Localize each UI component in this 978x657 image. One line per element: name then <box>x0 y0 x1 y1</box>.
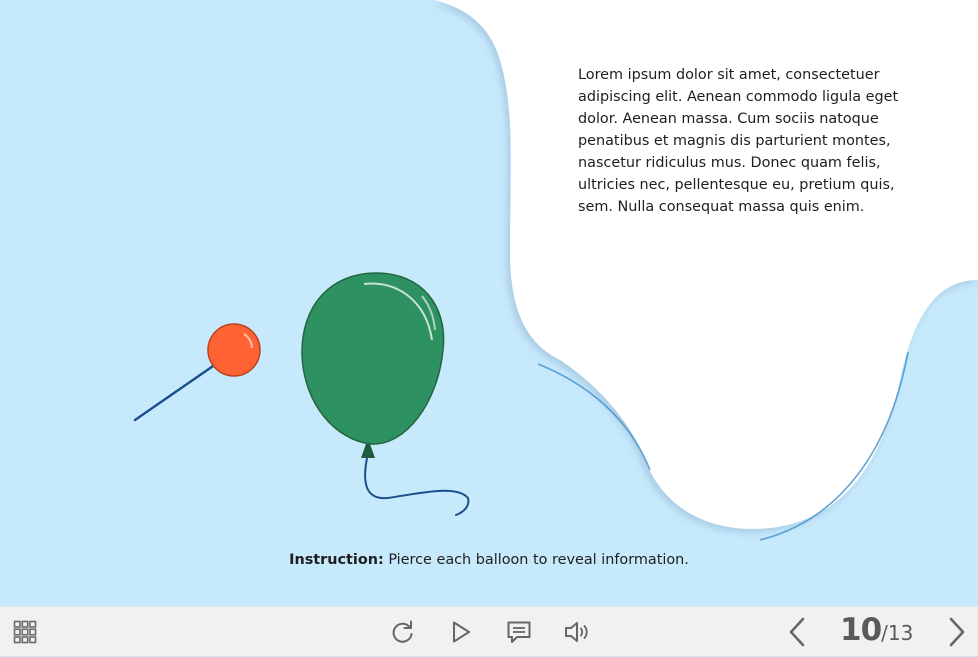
balloon-knot <box>361 444 375 458</box>
menu-button[interactable] <box>8 607 42 657</box>
speech-bubble-icon <box>506 619 532 645</box>
info-text: Lorem ipsum dolor sit amet, consectetuer adipiscing elit. Aenean commodo ligula eget dolor. Aenean massa. Cum sociis natoque penatibus et magnis dis parturient montes, nascetur ridiculus mus. Donec quam felis, ultricies nec, pellentesque eu, pretium quis, sem. Nulla consequat massa quis enim. <box>578 67 899 215</box>
balloon-string <box>365 458 468 515</box>
page-indicator <box>840 612 913 652</box>
play-button[interactable] <box>444 607 478 657</box>
total-pages: 13 <box>887 621 914 645</box>
page-separator: / <box>881 621 888 645</box>
grid-icon <box>13 620 37 644</box>
pin <box>130 318 270 428</box>
instruction-text: Pierce each balloon to reveal information. <box>388 552 689 568</box>
chevron-right-icon <box>948 617 966 647</box>
balloon-body <box>302 273 444 444</box>
notes-button[interactable] <box>502 607 536 657</box>
instruction <box>0 552 978 568</box>
chevron-left-icon <box>788 617 806 647</box>
next-button[interactable] <box>942 607 972 657</box>
volume-button[interactable] <box>560 607 594 657</box>
play-icon <box>450 620 472 644</box>
speaker-icon <box>563 619 591 645</box>
player-toolbar <box>0 606 978 656</box>
instruction-label: Instruction: <box>289 552 384 568</box>
prev-button[interactable] <box>782 607 812 657</box>
balloon[interactable] <box>296 270 476 522</box>
replay-button[interactable] <box>386 607 420 657</box>
pin-head <box>208 324 260 376</box>
pin-needle <box>135 364 216 420</box>
current-page: 10 <box>840 612 882 648</box>
replay-icon <box>390 619 416 645</box>
